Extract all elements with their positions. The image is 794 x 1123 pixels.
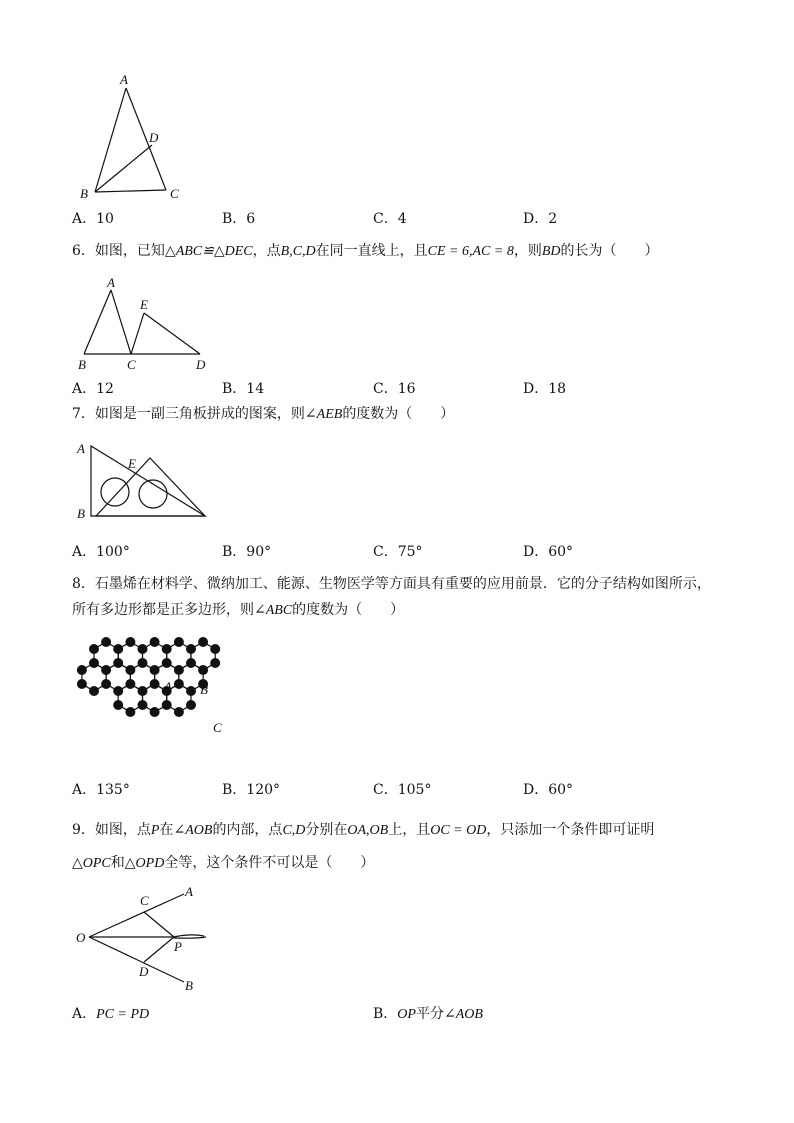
q7-figure bbox=[72, 436, 212, 526]
q6-text: ，则 bbox=[513, 243, 542, 259]
q9-label-a: A bbox=[185, 884, 193, 899]
q9-math-oa-ob: OA,OB bbox=[347, 823, 389, 838]
q7-label-e: E bbox=[128, 456, 136, 471]
q6-option-a: A．12 bbox=[72, 381, 114, 397]
q9-option-a bbox=[72, 1004, 149, 1025]
q8-carbon-atom bbox=[174, 637, 184, 647]
q8-option-a: A．135° bbox=[72, 782, 130, 798]
q6-number: 6． bbox=[72, 243, 95, 259]
q8-carbon-atom bbox=[113, 686, 123, 696]
q9-math-cd: C,D bbox=[282, 823, 306, 838]
q8-carbon-atom bbox=[77, 679, 87, 689]
q8-carbon-atom bbox=[125, 679, 135, 689]
q9-text: 在 bbox=[159, 822, 174, 838]
q6-math-points: B,C,D bbox=[280, 244, 316, 259]
q8-label-c: C bbox=[213, 720, 222, 735]
q8-carbon-atom bbox=[186, 644, 196, 654]
q9-math-p: P bbox=[150, 823, 160, 838]
q8-carbon-atom bbox=[113, 644, 123, 654]
q9-number: 9． bbox=[72, 822, 95, 838]
q8-carbon-atom bbox=[113, 658, 123, 668]
q8-carbon-atom bbox=[101, 637, 111, 647]
q9-label-o: O bbox=[76, 930, 86, 945]
q8-carbon-atom bbox=[210, 644, 220, 654]
q7-stem bbox=[72, 404, 454, 425]
q8-text: 的度数为（ ） bbox=[292, 602, 405, 618]
q8-carbon-atom bbox=[138, 700, 148, 710]
q9-text: 的内部，点 bbox=[212, 822, 283, 838]
q9-option-b-math: OP bbox=[397, 1007, 416, 1022]
q6-math-given: CE = 6,AC = 8 bbox=[427, 244, 514, 259]
q8-carbon-atom bbox=[101, 679, 111, 689]
q8-carbon-atom bbox=[162, 658, 172, 668]
q9-math-opc: △OPC bbox=[72, 856, 111, 871]
q9-math-opd: △OPD bbox=[124, 856, 165, 871]
q6-figure bbox=[72, 275, 217, 375]
q6-label-a: A bbox=[107, 275, 115, 290]
q8-carbon-atom bbox=[174, 679, 184, 689]
q7-label-a: A bbox=[77, 441, 85, 456]
q5-option-d: D．2 bbox=[523, 211, 558, 227]
q8-graphene-figure bbox=[70, 630, 250, 755]
q7-text: 的度数为（ ） bbox=[342, 406, 455, 422]
q9-option-b-text: 平分 bbox=[415, 1006, 444, 1022]
q8-carbon-atom bbox=[101, 665, 111, 675]
q6-text: 在同一直线上，且 bbox=[315, 243, 428, 259]
q8-carbon-atom bbox=[150, 637, 160, 647]
q7-option-b: B．90° bbox=[222, 544, 272, 560]
q8-carbon-atom bbox=[125, 637, 135, 647]
q8-carbon-atom bbox=[138, 644, 148, 654]
q5-label-b: B bbox=[80, 186, 88, 201]
q8-carbon-atom bbox=[150, 665, 160, 675]
q9-math-oc-od: OC = OD bbox=[430, 823, 487, 838]
q7-text: 如图是一副三角板拼成的图案，则 bbox=[94, 406, 305, 422]
q8-carbon-atom bbox=[89, 658, 99, 668]
q6-text: 如图，已知 bbox=[94, 243, 165, 259]
q8-carbon-atom bbox=[89, 644, 99, 654]
q9-text: 如图，点 bbox=[94, 822, 151, 838]
q6-label-d: D bbox=[196, 357, 206, 372]
q8-carbon-atom bbox=[186, 658, 196, 668]
q5-option-a: A．10 bbox=[72, 211, 114, 227]
q7-option-c: C．75° bbox=[373, 544, 423, 560]
q8-carbon-atom bbox=[174, 707, 184, 717]
q9-math-angle-aob: ∠AOB bbox=[173, 823, 213, 838]
q8-option-b: B．120° bbox=[222, 782, 281, 798]
q8-carbon-atom bbox=[150, 707, 160, 717]
q7-label-b: B bbox=[77, 506, 85, 521]
q9-label-c: C bbox=[140, 893, 149, 908]
q8-carbon-atom bbox=[125, 707, 135, 717]
q9-text: 上，且 bbox=[388, 822, 431, 838]
q8-carbon-atom bbox=[186, 686, 196, 696]
q8-text: 所有多边形都是正多边形，则 bbox=[72, 602, 254, 618]
q9-option-b bbox=[373, 1004, 483, 1025]
q8-carbon-atom bbox=[150, 679, 160, 689]
q9-text: ，只添加一个条件即可证明 bbox=[486, 822, 655, 838]
q8-carbon-atom bbox=[138, 686, 148, 696]
q5-label-d: D bbox=[149, 130, 159, 145]
q8-option-d: D．60° bbox=[523, 782, 574, 798]
q8-carbon-atom bbox=[162, 700, 172, 710]
q8-hex-grid bbox=[77, 637, 220, 717]
q9-option-a-math: PC = PD bbox=[96, 1007, 150, 1022]
q8-carbon-atom bbox=[89, 686, 99, 696]
q8-number: 8． bbox=[72, 576, 95, 592]
q8-carbon-atom bbox=[162, 644, 172, 654]
q7-math-angle: ∠AEB bbox=[304, 407, 343, 422]
q9-option-b-label: B． bbox=[373, 1006, 398, 1022]
q5-option-c: C．4 bbox=[373, 211, 407, 227]
q8-option-c: C．105° bbox=[373, 782, 432, 798]
q6-label-b: B bbox=[78, 357, 86, 372]
q9-text: 分别在 bbox=[305, 822, 348, 838]
q8-carbon-atom bbox=[198, 637, 208, 647]
q6-option-d: D．18 bbox=[523, 381, 567, 397]
q6-option-b: B．14 bbox=[222, 381, 265, 397]
q8-label-a: A bbox=[164, 679, 172, 694]
q5-label-a: A bbox=[120, 72, 128, 87]
q8-carbon-atom bbox=[174, 665, 184, 675]
q8-text: 石墨烯在材料学、微纳加工、能源、生物医学等方面具有重要的应用前景．它的分子结构如图所示， bbox=[94, 576, 711, 592]
q7-option-a: A．100° bbox=[72, 544, 130, 560]
q6-text: ，点 bbox=[252, 243, 281, 259]
q5-option-b: B．6 bbox=[222, 211, 256, 227]
q8-carbon-atom bbox=[125, 665, 135, 675]
q8-math-angle: ∠ABC bbox=[254, 603, 293, 618]
q8-carbon-atom bbox=[77, 665, 87, 675]
q6-text: 的长为（ ） bbox=[560, 243, 659, 259]
q8-label-b: B bbox=[200, 682, 208, 697]
q9-text: 和 bbox=[110, 855, 125, 871]
q8-carbon-atom bbox=[113, 700, 123, 710]
q9-label-d: D bbox=[139, 964, 149, 979]
q9-figure bbox=[72, 880, 217, 995]
q9-stem-line2 bbox=[72, 853, 374, 874]
q8-stem-line2 bbox=[72, 600, 404, 621]
q6-stem bbox=[72, 241, 659, 262]
q9-label-p: P bbox=[174, 939, 182, 954]
q7-option-d: D．60° bbox=[523, 544, 574, 560]
q7-number: 7． bbox=[72, 406, 95, 422]
q8-carbon-atom bbox=[210, 658, 220, 668]
q5-figure bbox=[70, 70, 200, 205]
q8-carbon-atom bbox=[138, 658, 148, 668]
q9-stem-line1 bbox=[72, 820, 654, 841]
q8-stem-line1 bbox=[72, 574, 711, 594]
q9-label-b: B bbox=[185, 978, 193, 993]
q5-label-c: C bbox=[170, 186, 179, 201]
q8-carbon-atom bbox=[186, 700, 196, 710]
q6-label-c: C bbox=[127, 357, 136, 372]
q6-math-bd: BD bbox=[541, 244, 561, 259]
q8-carbon-atom bbox=[198, 665, 208, 675]
q6-math-congruence: △ABC≌△DEC bbox=[164, 244, 253, 259]
q6-option-c: C．16 bbox=[373, 381, 416, 397]
q6-label-e: E bbox=[140, 297, 148, 312]
q9-text: 全等，这个条件不可以是（ ） bbox=[164, 855, 375, 871]
q9-option-b-math2: ∠AOB bbox=[443, 1007, 483, 1022]
q9-option-a-label: A． bbox=[72, 1006, 97, 1022]
